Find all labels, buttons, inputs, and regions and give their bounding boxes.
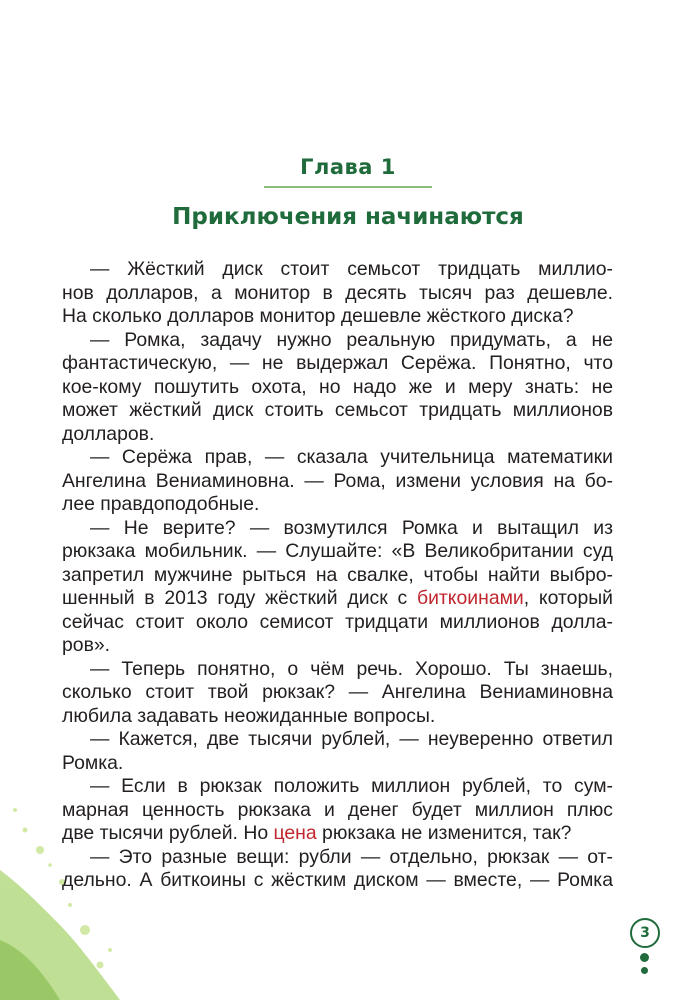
text-line xyxy=(90,775,613,799)
paragraph xyxy=(62,329,613,447)
text-line xyxy=(62,470,613,494)
text-line xyxy=(62,869,613,893)
text-line xyxy=(62,799,613,823)
text-line xyxy=(62,376,613,400)
decorative-dot xyxy=(640,953,649,962)
text-line xyxy=(62,423,613,447)
text-segment: — Жёсткий диск стоит семьсот тридцать миллио- xyxy=(90,258,613,280)
text-segment: Ангелина Вениаминовна. — Рома, измени условия на бо- xyxy=(62,469,613,492)
text-line xyxy=(62,611,613,635)
text-segment: шенный в 2013 году жёсткий диск с xyxy=(62,587,417,609)
paragraph xyxy=(62,775,613,846)
text-segment: — Это разные вещи: рубли — отдельно, рюкзак — от- xyxy=(90,845,613,868)
text-line xyxy=(90,517,613,541)
text-segment: фантастическую, — не выдержал Серёжа. Понятно, что xyxy=(62,352,613,374)
paragraph xyxy=(62,658,613,729)
text-segment: рюкзака не изменится, так? xyxy=(316,822,572,844)
highlighted-term: цена xyxy=(273,822,317,844)
text-line xyxy=(90,658,613,682)
text-segment: На сколько долларов монитор дешевле жёсткого диска? xyxy=(62,305,574,327)
text-line xyxy=(90,446,613,470)
paragraph xyxy=(62,846,613,893)
text-segment: запретил мужчине рыться на свалке, чтобы найти выбро- xyxy=(62,563,613,586)
text-line xyxy=(62,399,613,423)
page-number: 3 xyxy=(630,918,660,948)
paragraph xyxy=(62,258,613,329)
text-segment: — Теперь понятно, о чём речь. Хорошо. Ты знаешь, xyxy=(90,657,613,680)
text-line xyxy=(62,634,613,658)
text-line xyxy=(62,493,613,517)
text-segment: любила задавать неожиданные вопросы. xyxy=(62,704,436,727)
chapter-title: Приключения начинаются xyxy=(172,204,524,230)
text-line xyxy=(90,728,613,752)
text-segment: Ромка. xyxy=(62,751,124,774)
text-line xyxy=(90,258,613,282)
text-segment: рюкзака мобильник. — Слушайте: «В Великобритании суд xyxy=(62,540,613,562)
chapter-divider xyxy=(264,186,432,188)
text-line xyxy=(62,564,613,588)
chapter-number: Глава 1 xyxy=(300,155,396,179)
text-segment: , который xyxy=(523,587,613,609)
text-segment: — Серёжа прав, — сказала учительница математики xyxy=(90,446,613,468)
text-segment: сколько стоит твой рюкзак? — Ангелина Вениаминовна xyxy=(62,681,613,703)
text-segment: долларов. xyxy=(62,422,155,445)
text-segment: марная ценность рюкзака и денег будет миллион плюс xyxy=(62,798,613,821)
text-segment: сейчас стоит около семисот тридцати миллионов долла- xyxy=(62,610,613,633)
highlighted-term: биткоинами xyxy=(416,587,524,609)
paragraph xyxy=(62,728,613,775)
text-line xyxy=(90,846,613,870)
text-segment: — Если в рюкзак положить миллион рублей, то сум- xyxy=(90,775,613,797)
decorative-dot xyxy=(641,967,648,974)
paragraph xyxy=(62,446,613,517)
text-line xyxy=(62,681,613,705)
text-segment: может жёсткий диск стоить семьсот тридцать миллионов xyxy=(62,399,613,421)
text-segment: — Ромка, задачу нужно реальную придумать, а не xyxy=(90,328,613,351)
text-line xyxy=(62,305,613,329)
text-segment: — Не верите? — возмутился Ромка и вытащил из xyxy=(90,516,613,539)
paragraph xyxy=(62,517,613,658)
text-segment: лее правдоподобные. xyxy=(62,493,260,515)
text-line xyxy=(62,752,613,776)
text-line xyxy=(62,352,613,376)
text-line xyxy=(62,705,613,729)
text-line xyxy=(62,587,613,611)
chapter-heading xyxy=(0,150,696,232)
text-segment: ров». xyxy=(62,634,111,656)
text-segment: дельно. А биткоины с жёстким диском — вместе, — Ромка xyxy=(62,869,613,891)
body-text xyxy=(62,258,613,893)
text-line xyxy=(62,822,613,846)
text-segment: нов долларов, а монитор в десять тысяч раз дешевле. xyxy=(62,281,613,304)
text-segment: две тысячи рублей. Но xyxy=(62,822,274,844)
text-line xyxy=(62,282,613,306)
text-line xyxy=(62,540,613,564)
text-line xyxy=(90,329,613,353)
text-segment: — Кажется, две тысячи рублей, — неуверенно ответил xyxy=(90,728,613,750)
text-segment: кое-кому пошутить охота, но надо же и меру знать: не xyxy=(62,375,613,398)
